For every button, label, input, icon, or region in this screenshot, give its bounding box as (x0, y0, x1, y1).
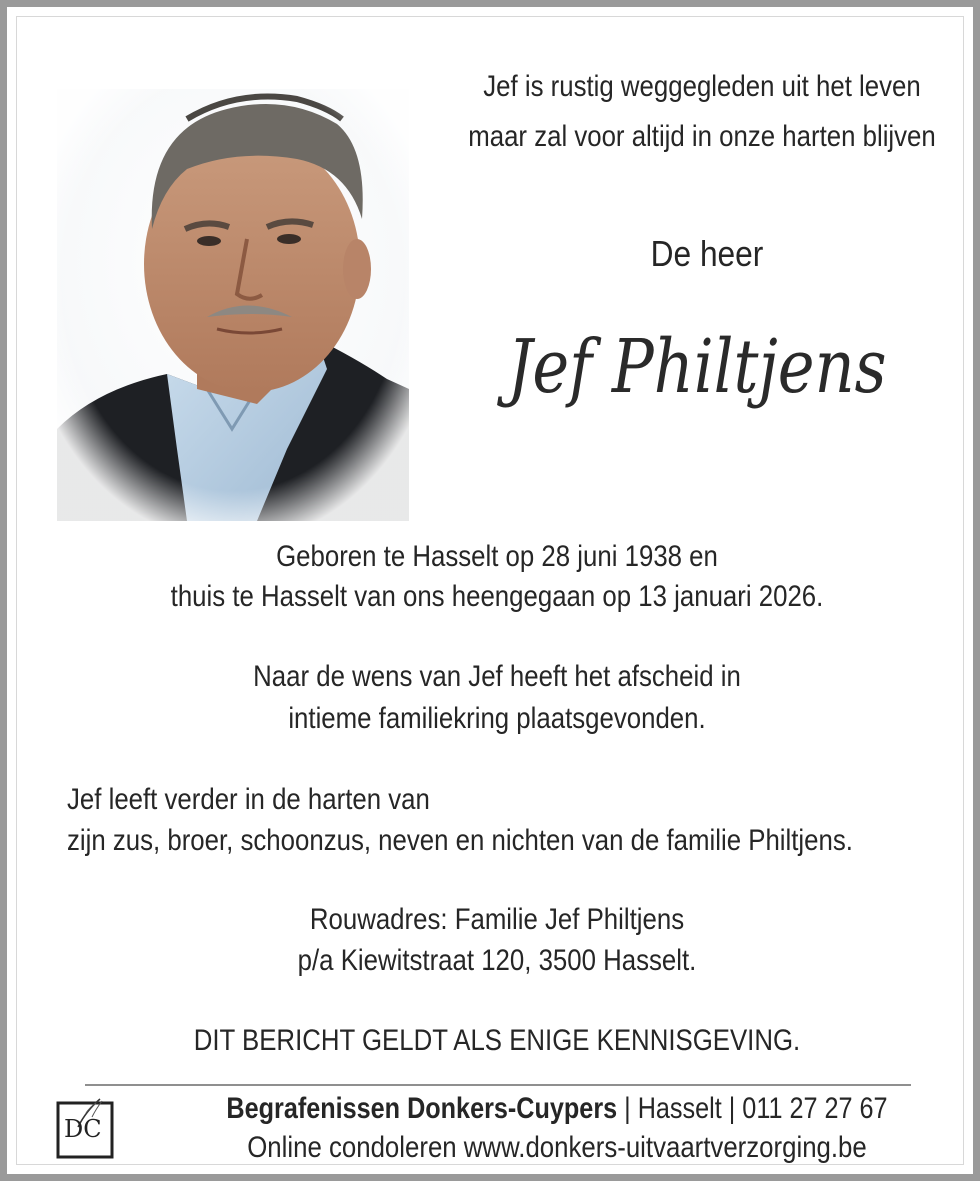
portrait-photo (57, 89, 409, 521)
footer-separator-1: | (617, 1092, 638, 1125)
condolence-link-line[interactable]: Online condoleren www.donkers-uitvaartverzorging.be (247, 1131, 867, 1164)
family-line-1: Jef leeft verder in de harten van (67, 783, 430, 816)
birth-line-2: thuis te Hasselt van ons heengegaan op 13 januari 2026. (170, 580, 824, 613)
deceased-name: Jef Philtjens (507, 324, 887, 410)
quote-line-2: maar zal voor altijd in onze harten blijven (468, 120, 936, 153)
logo-letters: DC (64, 1115, 102, 1143)
farewell-line-1: Naar de wens van Jef heeft het afscheid in (253, 660, 741, 693)
family-line-2: zijn zus, broer, schoonzus, neven en nichten van de familie Philtjens. (67, 824, 853, 857)
farewell-line-2: intieme familiekring plaatsgevonden. (288, 702, 706, 735)
notice-line: DIT BERICHT GELDT ALS ENIGE KENNISGEVING. (193, 1024, 801, 1057)
footer-separator-2: | (721, 1092, 743, 1125)
funeral-home-logo (56, 1097, 116, 1159)
company-city: Hasselt (637, 1092, 722, 1125)
quote-line-1: Jef is rustig weggegleden uit het leven (483, 70, 921, 103)
birth-line-1: Geboren te Hasselt op 28 juni 1938 en (276, 540, 718, 573)
address-line-2: p/a Kiewitstraat 120, 3500 Hasselt. (297, 944, 697, 977)
portrait-illustration (57, 89, 409, 521)
honorific-title: De heer (650, 233, 764, 274)
company-name: Begrafenissen Donkers-Cuypers (226, 1092, 618, 1125)
company-phone: 011 27 27 67 (742, 1092, 888, 1125)
footer-company-line (196, 1089, 918, 1129)
footer-divider (85, 1084, 911, 1086)
address-line-1: Rouwadres: Familie Jef Philtjens (309, 903, 685, 936)
logo-mark (56, 1097, 116, 1159)
